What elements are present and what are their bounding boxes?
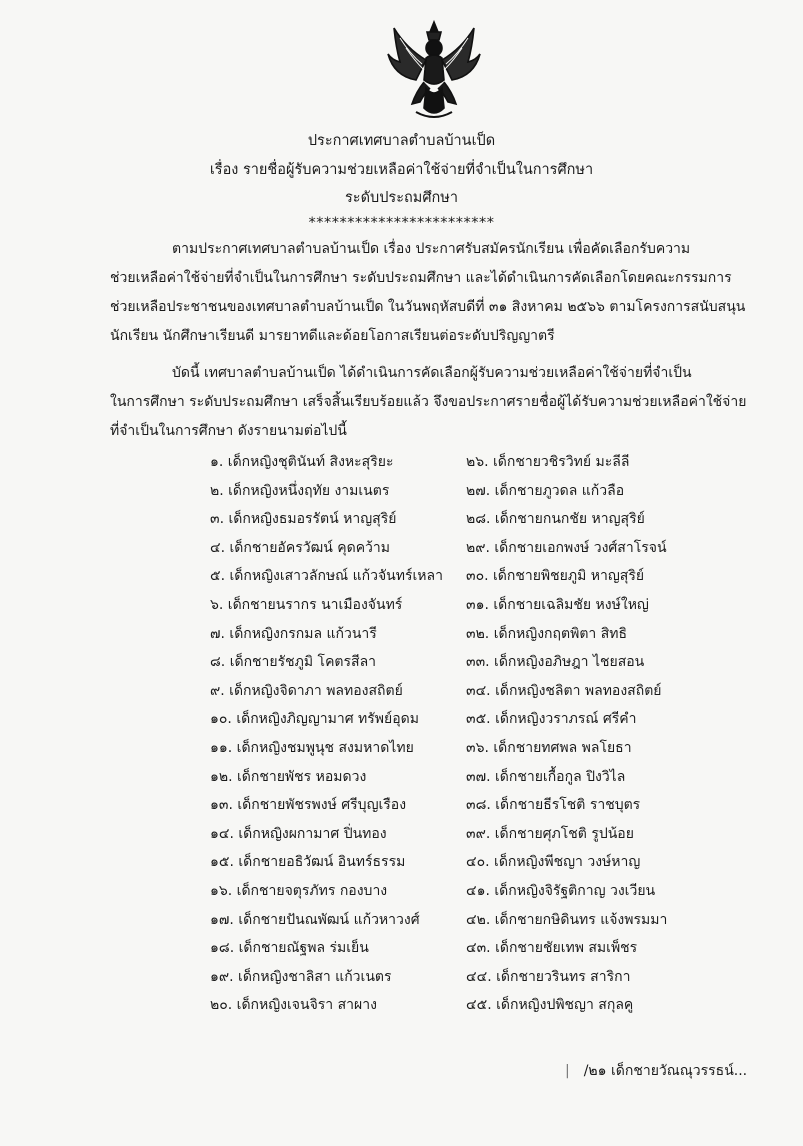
list-item: ๗. เด็กหญิงกรกมล แก้วนารี xyxy=(210,625,377,642)
announcement-title: ประกาศเทศบาลตำบลบ้านเป็ด xyxy=(307,133,496,149)
list-item: ๒๖. เด็กชายวชิรวิทย์ มะลีลี xyxy=(466,454,630,470)
list-item: ๓๘. เด็กชายธีรโชติ ราชบุตร xyxy=(466,797,641,814)
paragraph-2-line: ที่จำเป็นในการศึกษา ดังรายนามต่อไปนี้ xyxy=(110,423,347,439)
list-item: ๑๘. เด็กชายณัฐพล ร่มเย็น xyxy=(210,940,369,957)
continuation-note xyxy=(565,1060,747,1082)
list-item: ๑๐. เด็กหญิงภิญญามาศ ทรัพย์อุดม xyxy=(210,711,419,728)
list-item: ๓๐. เด็กชายพิชยภูมิ หาญสุริย์ xyxy=(466,568,645,585)
list-item: ๓. เด็กหญิงธมอรรัตน์ หาญสุริย์ xyxy=(210,511,397,528)
list-item: ๒๗. เด็กชายภูวดล แก้วลือ xyxy=(466,482,625,499)
list-item: ๒. เด็กหญิงหนึ่งฤทัย งามเนตร xyxy=(210,482,390,499)
list-item: ๑๖. เด็กชายจตุรภัทร กองบาง xyxy=(210,882,388,899)
margin-mark: | xyxy=(565,1063,570,1079)
list-item: ๓๒. เด็กหญิงกฤตพิตา สิทธิ xyxy=(466,625,628,642)
list-item: ๔๒. เด็กชายกษิดินทร แจ้งพรมมา xyxy=(466,911,668,928)
list-item: ๑๑. เด็กหญิงชมพูนุช สงมหาดไทย xyxy=(210,739,414,756)
paragraph-1-line: ช่วยเหลือประชาชนของเทศบาลตำบลบ้านเป็ด ในวันพฤหัสบดีที่ ๓๑ สิงหาคม ๒๕๖๖ ตามโครงการสนับสนุน xyxy=(110,299,746,315)
list-item: ๖. เด็กชายนรากร นาเมืองจันทร์ xyxy=(210,596,403,613)
continuation-text: /๒๑ เด็กชายวัณณุวรรธน์... xyxy=(583,1063,748,1079)
list-item: ๑๔. เด็กหญิงผกามาศ ปิ่นทอง xyxy=(210,825,387,842)
garuda-emblem-icon xyxy=(386,18,482,124)
announcement-subject: เรื่อง รายชื่อผู้รับความช่วยเหลือค่าใช้จ่ายที่จำเป็นในการศึกษา xyxy=(209,162,594,178)
list-item: ๑๒. เด็กชายพัชร หอมดวง xyxy=(210,768,367,785)
list-item: ๑. เด็กหญิงชุตินันท์ สิงหะสุริยะ xyxy=(210,454,394,470)
list-item: ๓๗. เด็กชายเกื้อกูล ปิงวิไล xyxy=(466,768,626,785)
list-item: ๔๓. เด็กชายชัยเทพ สมเพ็ชร xyxy=(466,940,638,957)
list-item: ๔๕. เด็กหญิงปพิชญา สกุลคู xyxy=(466,997,634,1014)
list-item: ๓๔. เด็กหญิงชลิตา พลทองสถิตย์ xyxy=(466,682,662,699)
announcement-level: ระดับประถมศึกษา xyxy=(345,190,458,206)
list-item: ๔๐. เด็กหญิงพีชญา วงษ์หาญ xyxy=(466,854,641,871)
list-item: ๑๕. เด็กชายอธิวัฒน์ อินทร์ธรรม xyxy=(210,854,406,871)
list-item: ๑๓. เด็กชายพัชรพงษ์ ศรีบุญเรือง xyxy=(210,797,407,814)
paragraph-1-line: ตามประกาศเทศบาลตำบลบ้านเป็ด เรื่อง ประกาศรับสมัครนักเรียน เพื่อคัดเลือกรับความ xyxy=(172,241,691,257)
list-item: ๙. เด็กหญิงจิดาภา พลทองสถิตย์ xyxy=(210,682,403,699)
list-item: ๕. เด็กหญิงเสาวลักษณ์ แก้วจันทร์เหลา xyxy=(210,568,443,585)
list-item: ๓๙. เด็กชายศุภโชติ รูปน้อย xyxy=(466,825,634,842)
list-item: ๑๗. เด็กชายปันณพัฒน์ แก้วหาวงศ์ xyxy=(210,911,420,928)
list-item: ๑๙. เด็กหญิงชาลิสา แก้วเนตร xyxy=(210,968,392,985)
list-item: ๘. เด็กชายรัชภูมิ โคตรสีลา xyxy=(210,654,377,671)
list-item: ๓๖. เด็กชายทศพล พลโยธา xyxy=(466,739,632,756)
list-item: ๓๕. เด็กหญิงวราภรณ์ ศรีคำ xyxy=(466,711,637,728)
paragraph-1-line: ช่วยเหลือค่าใช้จ่ายที่จำเป็นในการศึกษา ระดับประถมศึกษา และได้ดำเนินการคัดเลือกโดยคณะกรรมการ xyxy=(110,270,732,286)
paragraph-2-line: บัดนี้ เทศบาลตำบลบ้านเป็ด ได้ดำเนินการคัดเลือกผู้รับความช่วยเหลือค่าใช้จ่ายที่จำเป็น xyxy=(172,365,692,381)
recipient-list-right xyxy=(466,448,756,1020)
paragraph-1 xyxy=(110,235,750,351)
paragraph-1-line: นักเรียน นักศึกษาเรียนดี มารยาทดีและด้อยโอกาสเรียนต่อระดับปริญญาตรี xyxy=(110,328,555,344)
list-item: ๒๐. เด็กหญิงเจนจิรา สาผาง xyxy=(210,997,377,1014)
paragraph-2 xyxy=(110,359,750,446)
list-item: ๔. เด็กชายอัครวัฒน์ คุดคว้าม xyxy=(210,539,391,556)
recipient-list-left xyxy=(210,448,460,1020)
list-item: ๔๔. เด็กชายวรินทร สาริกา xyxy=(466,968,631,985)
list-item: ๓๓. เด็กหญิงอภิษฎา ไชยสอน xyxy=(466,654,645,671)
header-divider: ************************ xyxy=(308,215,495,231)
list-item: ๓๑. เด็กชายเฉลิมชัย หงษ์ใหญ่ xyxy=(466,596,649,613)
paragraph-2-line: ในการศึกษา ระดับประถมศึกษา เสร็จสิ้นเรียบร้อยแล้ว จึงขอประกาศรายชื่อผู้ได้รับความช่วยเหลือค่าใช้จ่าย xyxy=(110,394,747,410)
list-item: ๒๘. เด็กชายกนกชัย หาญสุริย์ xyxy=(466,511,645,528)
list-item: ๔๑. เด็กหญิงจิรัฐติกาญ วงเวียน xyxy=(466,882,656,899)
list-item: ๒๙. เด็กชายเอกพงษ์ วงศ์สาโรจน์ xyxy=(466,539,667,556)
